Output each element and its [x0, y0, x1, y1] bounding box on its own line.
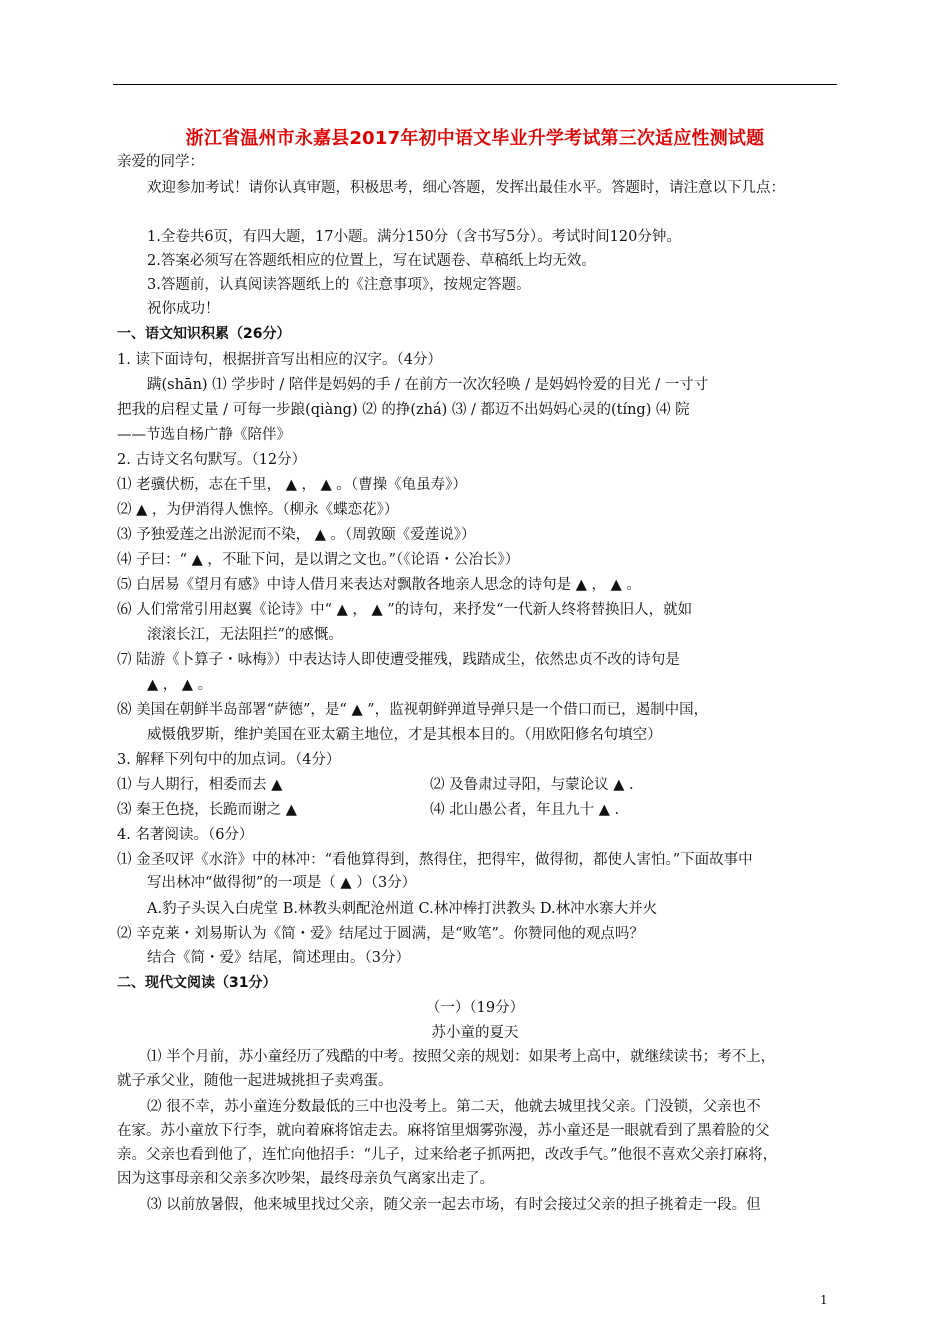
- q4-options: A.豹子头误入白虎堂 B.林教头刺配沧州道 C.林冲棒打洪教头 D.林冲水寨大并火: [147, 901, 658, 917]
- q3-stem: 3. 解释下列句中的加点词。（4分）: [117, 752, 341, 768]
- page-number: 1: [820, 1293, 828, 1307]
- q4-part-1-line-1: ⑴ 金圣叹评《水浒》中的林冲：“看他算得到，熬得住，把得牢，做得彻，都使人害怕。”下面故事中: [117, 852, 753, 868]
- reading-line-2: 就子承父业，随他一起进城挑担子卖鸡蛋。: [117, 1073, 393, 1089]
- q2-item-8-cont: 威慑俄罗斯，维护美国在亚太霸主地位，才是其根本目的。（用欧阳修名句填空）: [147, 727, 662, 743]
- q4-stem: 4. 名著阅读。（6分）: [117, 827, 254, 843]
- q1-stem: 1. 读下面诗句，根据拼音写出相应的汉字。（4分）: [117, 352, 442, 368]
- q2-item-3: ⑶ 予独爱莲之出淤泥而不染， ▲ 。（周敦颐《爱莲说》）: [117, 527, 476, 543]
- section-1-heading: 一、语文知识积累（26分）: [117, 326, 291, 342]
- reading-line-1: ⑴ 半个月前，苏小童经历了残酷的中考。按照父亲的规划：如果考上高中，就继续读书；考不上，: [147, 1049, 776, 1065]
- reading-line-6: 因为这事母亲和父亲多次吵架，最终母亲负气离家出走了。: [117, 1171, 494, 1187]
- q2-item-6-cont: 滚滚长江，无法阻拦”的感慨。: [147, 627, 343, 643]
- header-rule: [113, 84, 837, 85]
- q2-item-5: ⑸ 白居易《望月有感》中诗人借月来表达对飘散各地亲人思念的诗句是 ▲ ， ▲ 。: [117, 577, 641, 593]
- reading-line-7: ⑶ 以前放暑假，他来城里找过父亲，随父亲一起去市场，有时会接过父亲的担子挑着走一段。但: [147, 1197, 761, 1213]
- q1-poem-line-2: 把我的启程丈量 / 可每一步踉(qiàng) ⑵ 的挣(zhá) ⑶ / 都迈不出妈妈心灵的(tíng) ⑷ 院: [117, 402, 690, 418]
- note-2: 2.答案必须写在答题纸相应的位置上，写在试题卷、草稿纸上均无效。: [147, 253, 596, 269]
- reading-title: 苏小童的夏天: [431, 1025, 519, 1041]
- q2-item-2: ⑵ ▲ ，为伊消得人憔悴。（柳永《蝶恋花》）: [117, 502, 399, 518]
- q4-part-1-line-2: 写出林冲“做得彻”的一项是（ ▲ ）（3分）: [147, 875, 417, 891]
- q2-item-4: ⑷ 子曰：“ ▲ ，不耻下问，是以谓之文也。”（《论语・公冶长》）: [117, 552, 520, 568]
- q2-stem: 2. 古诗文名句默写。（12分）: [117, 452, 307, 468]
- q3-item-3: ⑶ 秦王色挠，长跪而谢之 ▲: [117, 802, 297, 818]
- page-title: 浙江省温州市永嘉县2017年初中语文毕业升学考试第三次适应性测试题: [185, 128, 765, 149]
- reading-part-label: （一）（19分）: [425, 1000, 525, 1016]
- wish-text: 祝你成功！: [147, 301, 220, 317]
- q2-item-1: ⑴ 老骥伏枥，志在千里， ▲ ， ▲ 。（曹操《龟虽寿》）: [117, 477, 467, 493]
- q3-item-1: ⑴ 与人期行，相委而去 ▲: [117, 777, 283, 793]
- q2-item-6: ⑹ 人们常常引用赵翼《论诗》中“ ▲ ， ▲ ”的诗句，来抒发“一代新人终将替换旧人，就如: [117, 602, 693, 618]
- note-1: 1.全卷共6页，有四大题，17小题。满分150分（含书写5分）。考试时间120分钟。: [147, 229, 681, 245]
- reading-line-4: 在家。苏小童放下行李，就向着麻将馆走去。麻将馆里烟雾弥漫，苏小童还是一眼就看到了黑着脸的父: [117, 1123, 770, 1139]
- q2-item-7-cont: ▲ ， ▲ 。: [147, 677, 213, 693]
- intro-text: 欢迎参加考试！请你认真审题，积极思考，细心答题，发挥出最佳水平。答题时，请注意以下几点：: [147, 180, 785, 196]
- reading-line-5: 亲。父亲也看到他了，连忙向他招手：“儿子，过来给老子抓两把，改改手气。”他很不喜欢父亲打麻将，: [117, 1147, 778, 1163]
- note-3: 3.答题前，认真阅读答题纸上的《注意事项》，按规定答题。: [147, 277, 531, 293]
- q3-item-4: ⑷ 北山愚公者，年且九十 ▲ .: [430, 802, 620, 818]
- q4-part-2-line-2: 结合《简・爱》结尾，简述理由。（3分）: [147, 950, 410, 966]
- q3-item-2: ⑵ 及鲁肃过寻阳，与蒙论议 ▲ .: [430, 777, 634, 793]
- reading-line-3: ⑵ 很不幸，苏小童连分数最低的三中也没考上。第二天，他就去城里找父亲。门没锁，父亲也不: [147, 1099, 761, 1115]
- q2-item-7: ⑺ 陆游《卜算子・咏梅》）中表达诗人即使遭受摧残，践踏成尘，依然忠贞不改的诗句是: [117, 652, 680, 668]
- q1-source: ——节选自杨广静《陪伴》: [117, 427, 291, 443]
- q4-part-2-line-1: ⑵ 辛克莱・刘易斯认为《简・爱》结尾过于圆满，是“败笔”。你赞同他的观点吗？: [117, 926, 644, 942]
- greeting: 亲爱的同学：: [117, 154, 204, 170]
- section-2-heading: 二、现代文阅读（31分）: [117, 975, 277, 991]
- q1-poem-line-1: 蹒(shān) ⑴ 学步时 / 陪伴是妈妈的手 / 在前方一次次轻唤 / 是妈妈怜爱的目光 / 一寸寸: [147, 377, 709, 393]
- q2-item-8: ⑻ 美国在朝鲜半岛部署“萨德”，是“ ▲ ”，监视朝鲜弹道导弹只是一个借口而已，遏制中国，: [117, 702, 709, 718]
